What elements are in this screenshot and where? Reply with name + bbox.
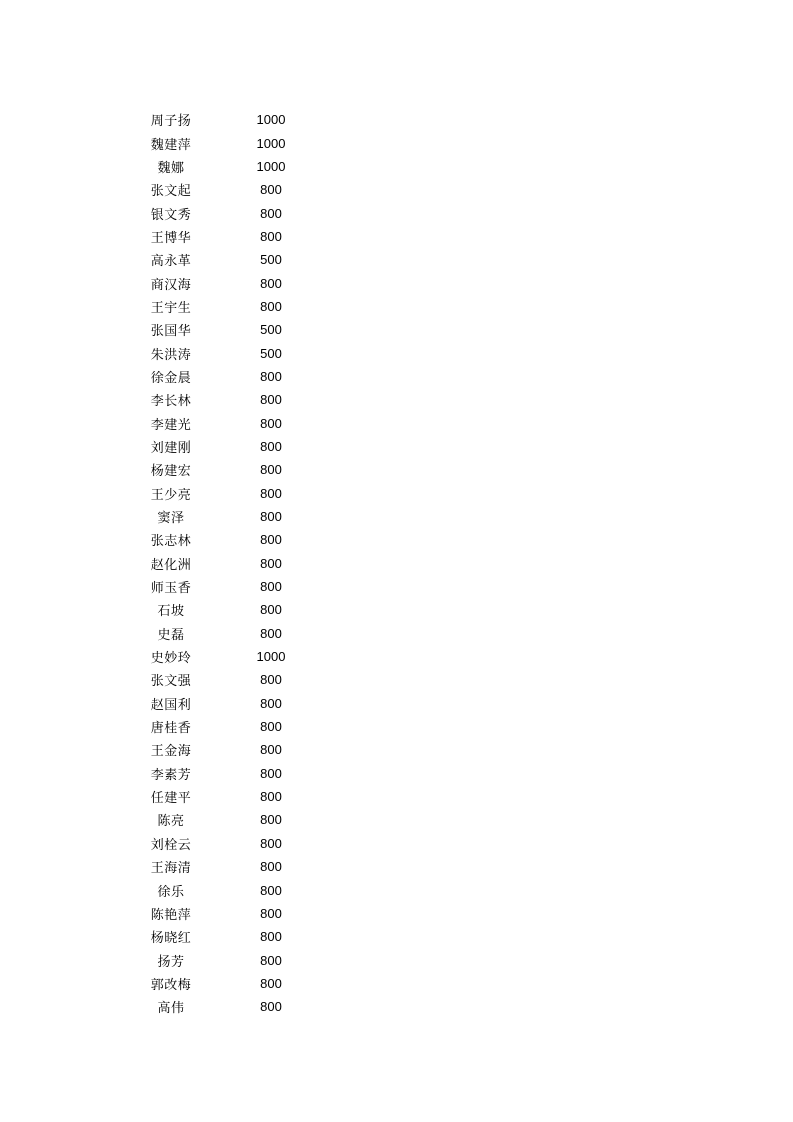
list-row [120,271,320,294]
person-name: 魏娜 [157,160,185,176]
amount-value: 800 [260,882,282,898]
name-amount-list [120,108,320,1018]
list-row [120,692,320,715]
amount-value: 1000 [256,135,286,151]
list-row [120,902,320,925]
list-row [120,972,320,995]
amount-value: 500 [260,322,282,338]
amount-value: 800 [260,392,282,408]
list-row [120,552,320,575]
person-name: 陈亮 [157,814,185,830]
amount-value: 800 [260,205,282,221]
amount-value: 800 [260,275,282,291]
list-row [120,925,320,948]
amount-value: 500 [260,252,282,268]
person-name: 商汉海 [150,277,192,293]
amount-value: 800 [260,298,282,314]
person-name: 张志林 [150,534,192,550]
amount-value: 800 [260,835,282,851]
list-row [120,948,320,971]
person-name: 张国华 [150,324,192,340]
amount-value: 800 [260,509,282,525]
amount-value: 1000 [256,112,286,128]
amount-value: 800 [260,812,282,828]
amount-value: 500 [260,345,282,361]
amount-value: 800 [260,462,282,478]
person-name: 李长林 [150,394,192,410]
list-row [120,505,320,528]
person-name: 李素芳 [150,767,192,783]
list-row [120,738,320,761]
list-row [120,411,320,434]
amount-value: 800 [260,532,282,548]
list-row [120,878,320,901]
person-name: 刘栓云 [150,837,192,853]
list-row [120,131,320,154]
amount-value: 800 [260,368,282,384]
list-row [120,832,320,855]
amount-value: 800 [260,415,282,431]
person-name: 石坡 [157,604,185,620]
person-name: 扬芳 [157,954,185,970]
person-name: 魏建萍 [150,137,192,153]
list-row [120,762,320,785]
list-row [120,622,320,645]
amount-value: 800 [260,555,282,571]
person-name: 郭改梅 [150,977,192,993]
list-row [120,528,320,551]
amount-value: 800 [260,719,282,735]
list-row [120,365,320,388]
amount-value: 800 [260,485,282,501]
list-row [120,855,320,878]
person-name: 任建平 [150,791,192,807]
person-name: 史磊 [157,627,185,643]
list-row [120,598,320,621]
person-name: 朱洪涛 [150,347,192,363]
person-name: 张文起 [150,184,192,200]
person-name: 王海清 [150,861,192,877]
person-name: 徐金晨 [150,370,192,386]
amount-value: 1000 [256,158,286,174]
person-name: 王宇生 [150,300,192,316]
list-row [120,995,320,1018]
amount-value: 800 [260,742,282,758]
person-name: 银文秀 [150,207,192,223]
list-row [120,155,320,178]
person-name: 李建光 [150,417,192,433]
list-row [120,388,320,411]
person-name: 陈艳萍 [150,907,192,923]
amount-value: 800 [260,672,282,688]
person-name: 窦泽 [157,511,185,527]
person-name: 徐乐 [157,884,185,900]
amount-value: 800 [260,905,282,921]
person-name: 唐桂香 [150,721,192,737]
person-name: 王金海 [150,744,192,760]
amount-value: 800 [260,999,282,1015]
amount-value: 800 [260,929,282,945]
person-name: 杨建宏 [150,464,192,480]
list-row [120,201,320,224]
list-row [120,248,320,271]
person-name: 刘建刚 [150,440,192,456]
amount-value: 1000 [256,649,286,665]
person-name: 赵化洲 [150,557,192,573]
list-row [120,668,320,691]
person-name: 杨晓红 [150,931,192,947]
amount-value: 800 [260,789,282,805]
amount-value: 800 [260,625,282,641]
person-name: 高伟 [157,1001,185,1017]
person-name: 张文强 [150,674,192,690]
amount-value: 800 [260,695,282,711]
list-row [120,808,320,831]
list-row [120,575,320,598]
list-row [120,108,320,131]
person-name: 高永革 [150,254,192,270]
amount-value: 800 [260,602,282,618]
amount-value: 800 [260,579,282,595]
list-row [120,435,320,458]
amount-value: 800 [260,182,282,198]
person-name: 王少亮 [150,487,192,503]
amount-value: 800 [260,228,282,244]
amount-value: 800 [260,438,282,454]
list-row [120,458,320,481]
list-row [120,295,320,318]
list-row [120,178,320,201]
amount-value: 800 [260,975,282,991]
list-row [120,341,320,364]
person-name: 王博华 [150,230,192,246]
list-row [120,715,320,738]
person-name: 师玉香 [150,581,192,597]
list-row [120,645,320,668]
amount-value: 800 [260,859,282,875]
list-row [120,225,320,248]
amount-value: 800 [260,952,282,968]
person-name: 周子扬 [150,114,192,130]
person-name: 赵国利 [150,697,192,713]
person-name: 史妙玲 [150,651,192,667]
list-row [120,482,320,505]
amount-value: 800 [260,765,282,781]
list-row [120,785,320,808]
list-row [120,318,320,341]
